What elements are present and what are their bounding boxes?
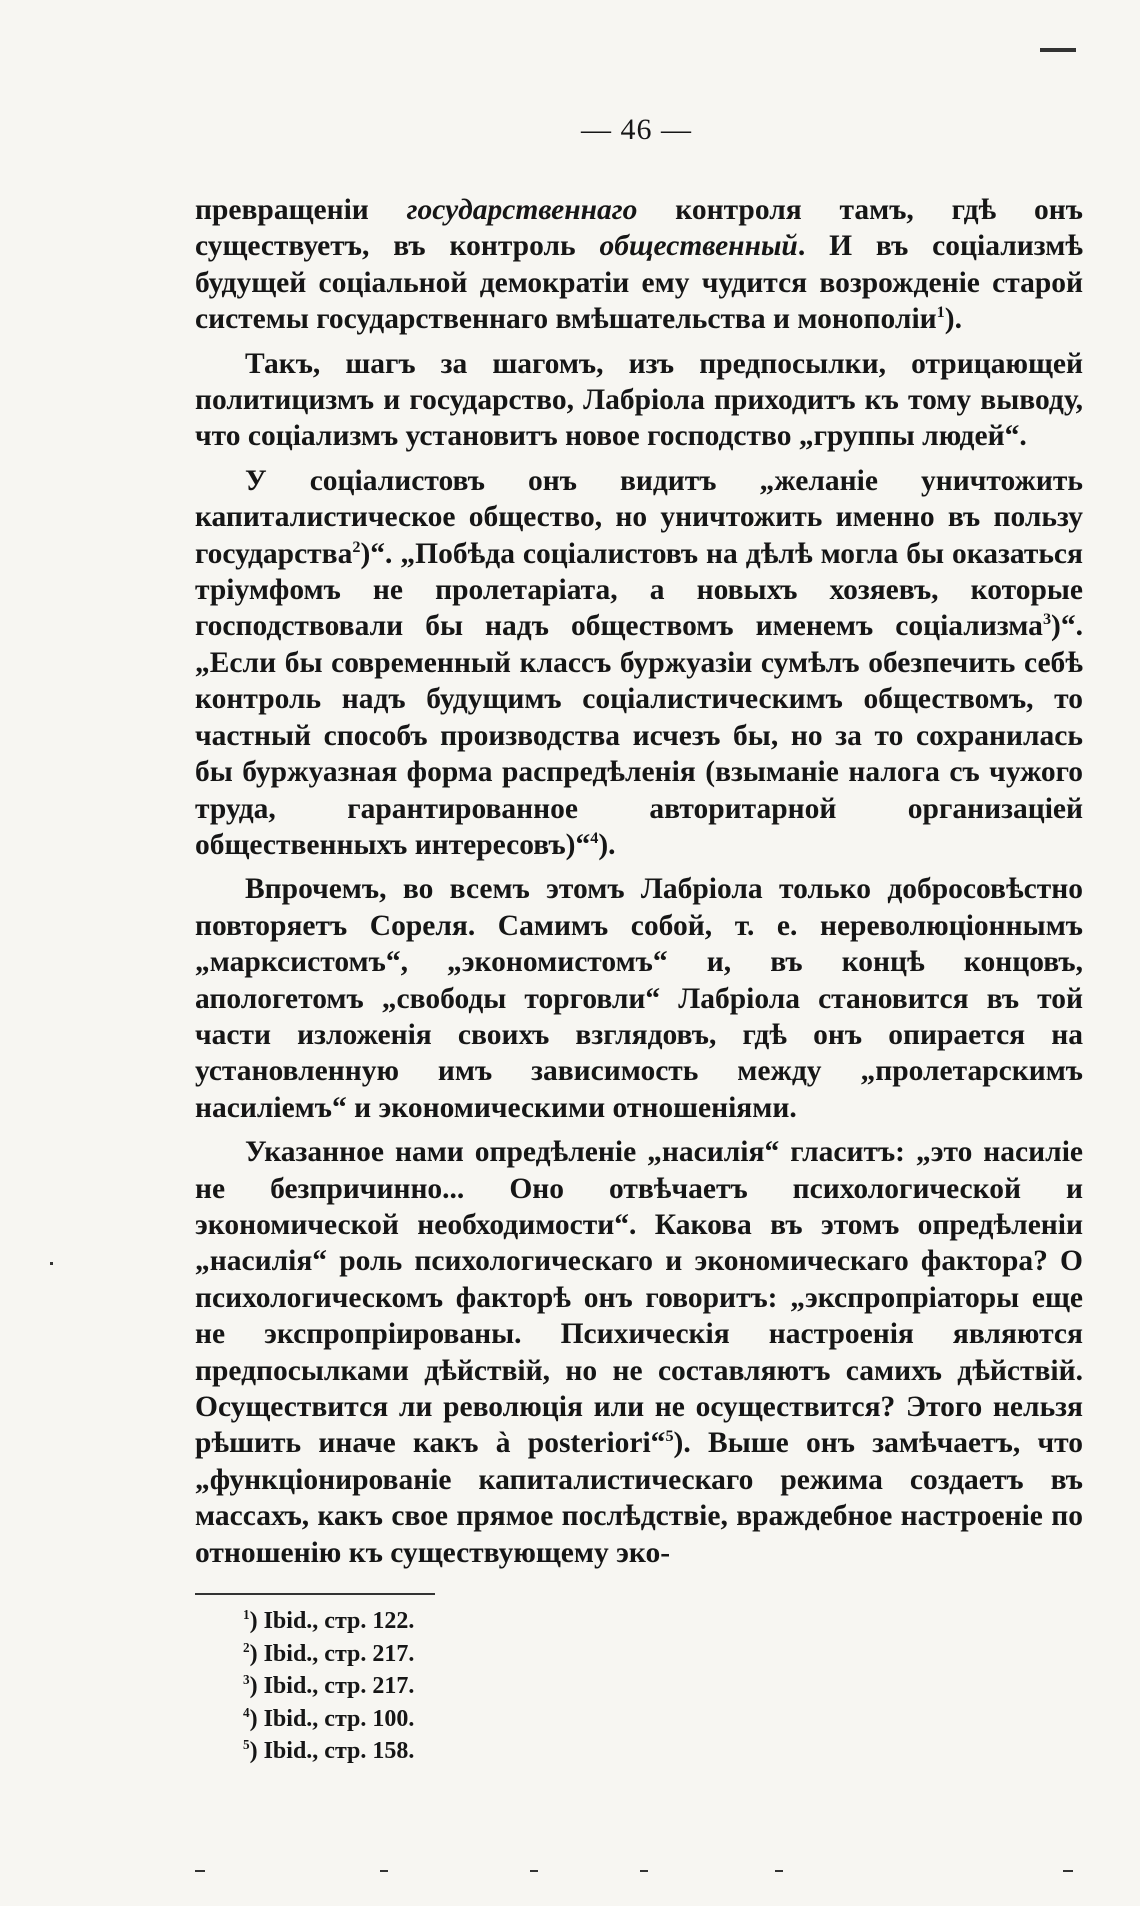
footnote-mark: 2 (243, 1639, 250, 1655)
footnote-ref: 1 (936, 303, 945, 322)
scan-speck (775, 1870, 783, 1872)
footnote-5 (243, 1735, 1083, 1768)
paragraph-1 (195, 192, 1083, 338)
footnote-ref: 4 (590, 829, 599, 848)
text-segment: ). (944, 303, 962, 336)
text-segment: превращенiи (195, 194, 407, 226)
text-segment: )“. „Побѣда соцiалистовъ на дѣлѣ могла бы оказаться трiумфомъ не пролетарiата, а новыхъ хозяевъ, которые господствовали бы надъ обществомъ именемъ соцiализма (195, 537, 1083, 643)
footnote-3 (243, 1670, 1083, 1703)
italic-text: общественный (599, 230, 798, 263)
body-text (195, 192, 1083, 1571)
paragraph-5 (195, 1134, 1083, 1571)
footnote-1 (243, 1605, 1083, 1638)
footnote-text: ) Ibid., стр. 217. (249, 1673, 415, 1700)
text-segment: Указанное нами опредѣленiе „насилiя“ гласитъ: „это насилiе не безпричинно... Оно отвѣчаетъ психологической и экономической необходимости“. Какова въ этомъ опредѣленiи „насилiя“ роль психологическаго и экономическаго фактора? О психологическомъ факторѣ онъ говоритъ: „экспропрiаторы еще не экспропрiированы. Психическiя настроенiя являются предпосылками дѣйствiй, но не составляютъ самихъ дѣйствiй. Осуществится ли революцiя или не осуществится? Этого нельзя рѣшить иначе какъ à posteriori“ (195, 1136, 1083, 1460)
footnote-mark: 3 (243, 1672, 250, 1688)
footnote-text: ) Ibid., стр. 122. (249, 1608, 415, 1635)
footnote-ref: 5 (665, 1427, 674, 1446)
document-page (195, 110, 1083, 1768)
italic-text: государственнаго (406, 194, 638, 226)
scan-speck (380, 1870, 388, 1872)
paragraph-2 (195, 346, 1083, 455)
scan-speck (1040, 48, 1076, 52)
text-segment: Такъ, шагъ за шагомъ, изъ предпосылки, отрицающей политицизмъ и государство, Лабрiола приходитъ къ тому выводу, что соцiализмъ установитъ новое господство „группы людей“. (195, 347, 1083, 453)
footnote-text: ) Ibid., стр. 100. (249, 1705, 415, 1732)
footnote-text: ) Ibid., стр. 217. (249, 1640, 415, 1667)
scan-speck (530, 1870, 538, 1872)
text-segment: )“. „Если бы современный классъ буржуазiи сумѣлъ обезпечить себѣ контроль надъ будущимъ соцiалистическимъ обществомъ, то частный способъ производства исчезъ бы, но за то сохранилась бы буржуазная форма распредѣленiя (взыманiе налога съ чужого труда, гарантированное авторитарной организацiей общественныхъ интересовъ)“ (195, 610, 1083, 861)
footnote-4 (243, 1703, 1083, 1736)
text-segment: Впрочемъ, во всемъ этомъ Лабрiола только добросовѣстно повторяетъ Сореля. Самимъ собой, т. е. нереволюцiоннымъ „марксистомъ“, „экономистомъ“ и, въ концѣ концовъ, апологетомъ „свободы торговли“ Лабрiола становится въ той части изложенiя своихъ взглядовъ, гдѣ онъ опирается на установленную имъ зависимость между „пролетарскимъ насилiемъ“ и экономическими отношенiями. (195, 873, 1083, 1124)
footnote-ref: 2 (352, 537, 361, 556)
text-segment: ). Выше онъ замѣчаетъ, что „функцiонированiе капиталистическаго режима создаетъ въ массахъ, какъ свое прямое послѣдствiе, враждебное настроенiе по отношенiю къ существующему эко- (195, 1427, 1083, 1569)
text-segment: контроля тамъ, гдѣ онъ существуетъ, въ контроль (195, 194, 1083, 263)
scan-speck (1063, 1870, 1073, 1872)
page-number: — 46 — (581, 113, 692, 146)
footnote-mark: 5 (243, 1737, 250, 1753)
footnote-2 (243, 1638, 1083, 1671)
footnote-ref: 3 (1042, 610, 1052, 629)
footnote-text: ) Ibid., стр. 158. (249, 1738, 415, 1765)
text-segment: ). (598, 828, 616, 861)
footnote-mark: 4 (243, 1704, 250, 1720)
text-segment: У соцiалистовъ онъ видитъ „желанiе уничтожить капиталистическое общество, но уничтожить именно въ пользу государства (195, 464, 1083, 570)
footnote-mark: 1 (243, 1607, 250, 1623)
scan-speck (640, 1870, 648, 1872)
text-segment: . И въ соцiализмѣ будущей соцiальной демократiи ему чудится возрожденiе старой системы государственнаго вмѣшательства и монополiи (195, 230, 1084, 336)
footnote-divider (195, 1593, 435, 1595)
scan-speck (195, 1870, 205, 1872)
footnotes (195, 1605, 1083, 1768)
paragraph-4 (195, 871, 1083, 1126)
paragraph-3 (195, 463, 1083, 863)
scan-speck (50, 1262, 53, 1265)
